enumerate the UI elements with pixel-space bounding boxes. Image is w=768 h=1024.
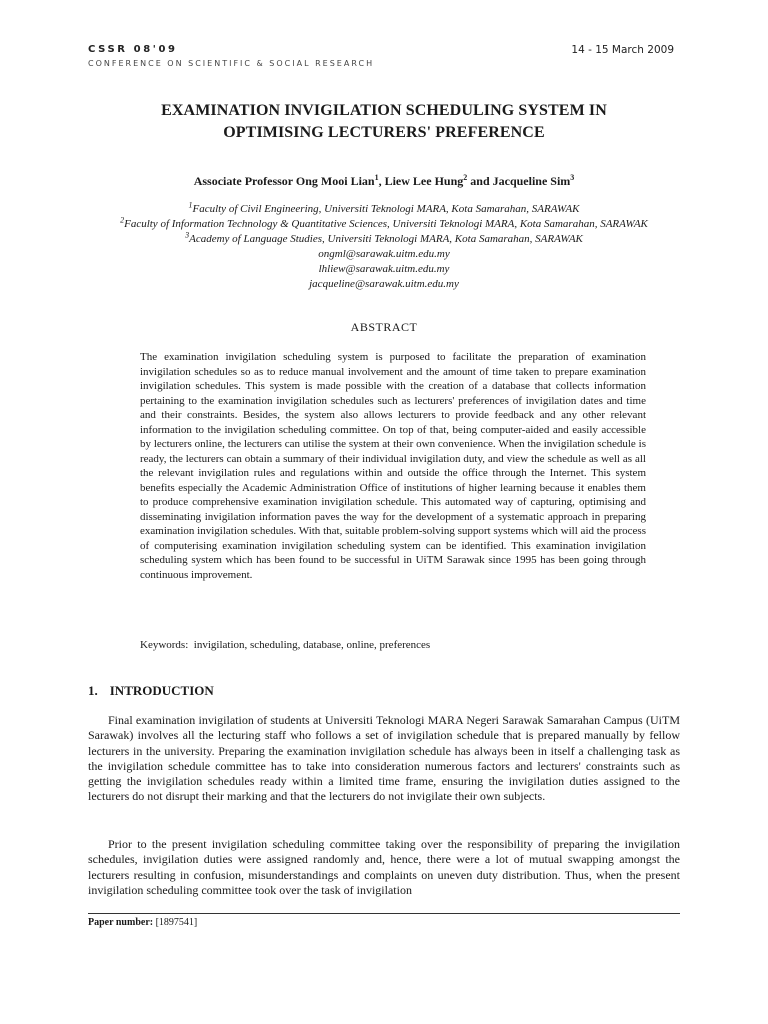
keywords (140, 639, 646, 651)
body-paragraph: Prior to the present invigilation scheduling committee taking over the responsibility of preparing the invigilation schedules, invigilation duties were assigned randomly and, hence, there were a lot of mutual swapping amongst the lecturers resulting in confusion, misunderstandings and complaints on uneven duty distribution. Thus, when the present invigilation scheduling committee took over the task of invigilation (88, 837, 680, 897)
title-line-2: OPTIMISING LECTURERS' PREFERENCE (223, 124, 545, 141)
author-name: Associate Professor Ong Mooi Lian (193, 174, 375, 188)
running-header (88, 44, 374, 68)
author-name: Liew Lee Hung (384, 174, 464, 188)
conference-name: CONFERENCE ON SCIENTIFIC & SOCIAL RESEARCH (88, 59, 375, 68)
paper-number-label: Paper number: (88, 917, 154, 928)
footer-rule (88, 913, 680, 914)
keywords-label: Keywords: (140, 639, 189, 651)
author-separator: and (467, 174, 493, 188)
affiliation-marker: 3 (185, 230, 190, 240)
email: ongml@sarawak.uitm.edu.my (318, 248, 450, 260)
section-heading (88, 683, 214, 699)
affiliations (88, 202, 680, 292)
abstract-text: The examination invigilation scheduling system is purposed to facilitate the preparation of examination invigilation schedules so as to reduce manual involvement and the amount of time taken to prepare examination invigilation schedules. This system is made possible with the creation of a database that collects information pertaining to the examination invigilation schedules such as lecturers' preferences of invigilation dates and time and their constraints. Besides, the system also allows lecturers to provide feedback and any other relevant information to the invigilation scheduling committee. On top of that, being computer-aided and easily accessible by lecturers online, the lecturers can utilise the system at their own convenience. When the invigilation schedule is ready, the lecturers can obtain a summary of their individual invigilation duty, and view the schedule as well as all the relevant invigilation rules and regulations within and outside the office through the Internet. This system benefits especially the Academic Administration Office of institutions of higher learning because it enables them to produce comprehensive examination invigilation schedule. This automated way of capturing, optimising and disseminating invigilation information paves the way for the development of a systematic approach in preparing examination invigilation schedules. With that, suitable problem-solving support systems which will aid the process of computerising examination invigilation scheduling system can be identified. This examination invigilation scheduling system which has been found to be successful in UiTM Sarawak since 1995 has been going through continuous improvement. (140, 351, 646, 581)
keywords-list: invigilation, scheduling, database, online, preferences (193, 639, 431, 651)
email: jacqueline@sarawak.uitm.edu.my (309, 278, 459, 290)
affiliation (88, 202, 680, 217)
conference-code: CSSR 08'09 (88, 44, 178, 55)
section-number: 1. (88, 683, 98, 698)
author-list (88, 174, 680, 189)
email: lhliew@sarawak.uitm.edu.my (318, 263, 450, 275)
affiliation (88, 217, 680, 232)
affiliation-text: Faculty of Information Technology & Quantitative Sciences, Universiti Teknologi MARA, Kota Samarahan, SARAWAK (124, 218, 648, 230)
author-affil-marker: 3 (570, 173, 575, 182)
section-title: INTRODUCTION (109, 683, 214, 698)
author-affil-marker: 2 (463, 173, 468, 182)
affiliation-text: Faculty of Civil Engineering, Universiti Teknologi MARA, Kota Samarahan, SARAWAK (192, 203, 580, 215)
affiliation-text: Academy of Language Studies, Universiti Teknologi MARA, Kota Samarahan, SARAWAK (189, 233, 583, 245)
title-line-1: EXAMINATION INVIGILATION SCHEDULING SYSTEM IN (161, 102, 607, 119)
paper-number-value: [1897541] (155, 917, 198, 928)
author-name: Jacqueline Sim (492, 174, 571, 188)
author-separator: , (378, 174, 385, 188)
author-affil-marker: 1 (374, 173, 379, 182)
body-paragraph: Final examination invigilation of students at Universiti Teknologi MARA Negeri Sarawak Samarahan Campus (UiTM Sarawak) involves all the lecturing staff who follows a set of invigilation schedule that is prepared manually by fellow lecturers in the university. Preparing the examination invigilation schedule has always been in itself a challenging task as the invigilation schedule committee has to take into consideration numerous factors and lecturers' constraints such as getting the invigilation schedules ready within a limited time frame, ensuring the invigilation duties assigned to the lecturers do not disrupt their marking and that the lecturers do not invigilate their own subjects. (88, 713, 680, 804)
paper-number (88, 917, 197, 928)
abstract-heading: ABSTRACT (350, 320, 418, 334)
affiliation-marker: 2 (120, 215, 125, 225)
affiliation-marker: 1 (188, 200, 193, 210)
affiliation (88, 232, 680, 247)
paper-title (88, 100, 680, 144)
conference-date: 14 - 15 March 2009 (571, 44, 674, 56)
